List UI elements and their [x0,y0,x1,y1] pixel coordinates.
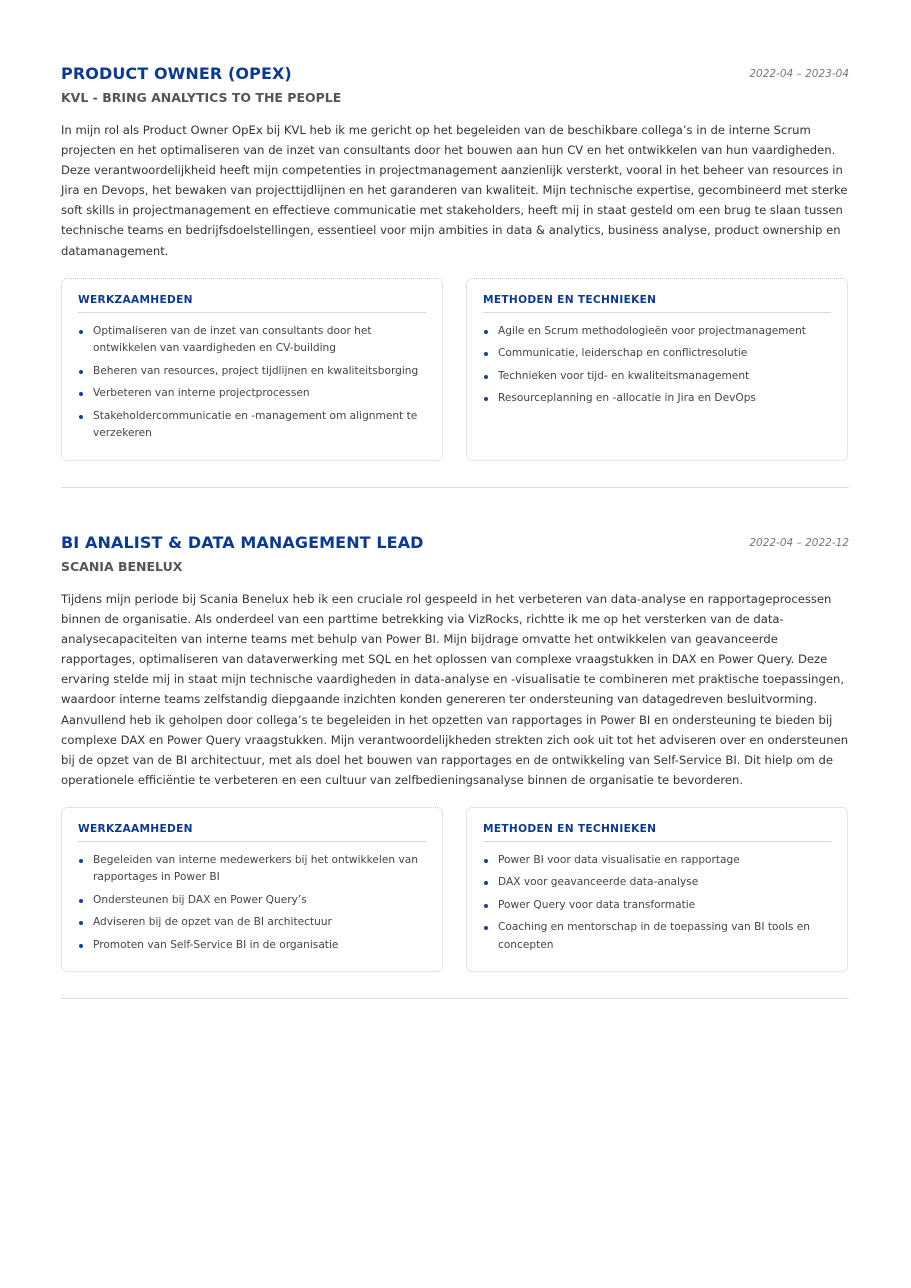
list-item-text: Optimaliseren van de inzet van consultants door het ontwikkelen van vaardigheden en CV-building [93,324,372,355]
list-item [78,852,426,887]
list-item [78,937,426,955]
tasks-list [78,323,426,443]
tasks-list [78,852,426,955]
list-item [78,385,426,403]
bullet-icon [79,330,83,334]
bullet-icon [79,392,83,396]
experience-entry [61,533,849,972]
bullet-icon [484,375,488,379]
list-item [78,408,426,443]
list-item-text: Begeleiden van interne medewerkers bij het ontwikkelen van rapportages in Power BI [93,853,418,884]
list-item-text: Verbeteren van interne projectprocessen [93,387,310,400]
bullet-icon [79,899,83,903]
list-item [483,368,831,386]
experience-entry [61,64,849,461]
list-item [483,852,831,870]
methods-card [466,278,848,461]
methods-card-title: METHODEN EN TECHNIEKEN [483,294,831,313]
job-title: PRODUCT OWNER (OPEX) [61,64,292,83]
bullet-icon [484,904,488,908]
company-name: KVL - BRING ANALYTICS TO THE PEOPLE [61,90,342,105]
list-item-text: Beheren van resources, project tijdlijnen en kwaliteitsborging [93,364,419,377]
job-description: Tijdens mijn periode bij Scania Benelux heb ik een cruciale rol gespeeld in het verbeteren van data-analyse en rapportageprocessen binnen de organisatie. Als onderdeel van een parttime betrekking via VizRocks, richtte ik me op het versterken van de data-analysecapaciteiten van interne teams met behulp van Power BI. Mijn bijdrage omvatte het ontwikkelen van geavanceerde rapportages, optimaliseren van dataverwerking met SQL en het oplossen van complexe vraagstukken in DAX en Power Query. Deze ervaring stelde mij in staat mijn technische vaardigheden in data-analyse en -visualisatie te combineren met praktische toepassingen, waardoor interne teams zelfstandig diepgaande inzichten konden genereren ter ondersteuning van datagedreven besluitvorming. Aanvullend heb ik geholpen door collega’s te begeleiden in het opzetten van rapportages in Power BI en ondersteuning te bieden bij complexe DAX en Power Query vraagstukken. Mijn verantwoordelijkheden strekten zich ook uit tot het adviseren over en ondersteunen bij de opzet van de BI architectuur, met als doel het bouwen van rapportages en de ontwikkeling van Self-Service BI. Dit hielp om de operationele efficiëntie te verbeteren en een cultuur van zelfbedieningsanalyse binnen de organisatie te bevorderen. [61,592,849,787]
list-item-text: Resourceplanning en -allocatie in Jira en DevOps [498,392,756,405]
section-divider [61,487,849,488]
job-description: In mijn rol als Product Owner OpEx bij KVL heb ik me gericht op het begeleiden van de beschikbare collega’s in de interne Scrum projecten en het optimaliseren van de inzet van consultants door het bouwen aan hun CV en het ontwikkelen van hun vaardigheden. Deze verantwoordelijkheid heeft mijn competenties in projectmanagement aanzienlijk versterkt, vooral in het beheer van resources in Jira en Devops, het bewaken van projecttijdlijnen en het garanderen van kwaliteit. Mijn technische expertise, gecombineerd met sterke soft skills in projectmanagement en effectieve communicatie met stakeholders, heeft mij in staat gesteld om een brug te slaan tussen technische teams en bedrijfsdoelstellingen, essentieel voor mijn ambities in data & analytics, business analyse, product ownership en datamanagement. [61,123,848,258]
list-item [483,323,831,341]
bullet-icon [79,859,83,863]
list-item [78,323,426,358]
bullet-icon [484,352,488,356]
list-item [483,390,831,408]
tasks-card-title: WERKZAAMHEDEN [78,294,426,313]
list-item-text: Promoten van Self-Service BI in de organisatie [93,938,339,951]
job-date-range: 2022-04 – 2023-04 [749,68,849,80]
methods-list [483,323,831,408]
list-item-text: Power Query voor data transformatie [498,898,696,911]
list-item [483,874,831,892]
bullet-icon [484,926,488,930]
bullet-icon [484,859,488,863]
bullet-icon [484,881,488,885]
list-item [483,897,831,915]
list-item-text: Agile en Scrum methodologieën voor projectmanagement [498,324,806,337]
list-item [78,914,426,932]
list-item [78,892,426,910]
bullet-icon [79,370,83,374]
list-item-text: Stakeholdercommunicatie en -management om alignment te verzekeren [93,409,418,440]
list-item [483,919,831,954]
job-header [61,533,849,557]
job-details [61,278,849,461]
list-item-text: Coaching en mentorschap in de toepassing van BI tools en concepten [498,921,811,951]
list-item-text: Power BI voor data visualisatie en rapportage [498,853,740,866]
list-item-text: Communicatie, leiderschap en conflictresolutie [498,347,748,360]
methods-list [483,852,831,955]
tasks-card [61,278,443,461]
tasks-card-title: WERKZAAMHEDEN [78,823,426,842]
tasks-card [61,807,443,972]
list-item [483,345,831,363]
job-date-range: 2022-04 – 2022-12 [749,537,849,549]
bullet-icon [79,415,83,419]
bullet-icon [79,921,83,925]
list-item-text: Adviseren bij de opzet van de BI architectuur [93,916,332,929]
methods-card [466,807,848,972]
bullet-icon [79,944,83,948]
list-item-text: Ondersteunen bij DAX en Power Query’s [93,893,307,906]
job-header [61,64,849,88]
bullet-icon [484,330,488,334]
bullet-icon [484,397,488,401]
list-item [78,363,426,381]
list-item-text: DAX voor geavanceerde data-analyse [498,876,699,889]
job-title: BI ANALIST & DATA MANAGEMENT LEAD [61,533,424,552]
company-name: SCANIA BENELUX [61,559,183,574]
section-divider [61,998,849,999]
job-details [61,807,849,972]
list-item-text: Technieken voor tijd- en kwaliteitsmanagement [498,369,750,382]
methods-card-title: METHODEN EN TECHNIEKEN [483,823,831,842]
